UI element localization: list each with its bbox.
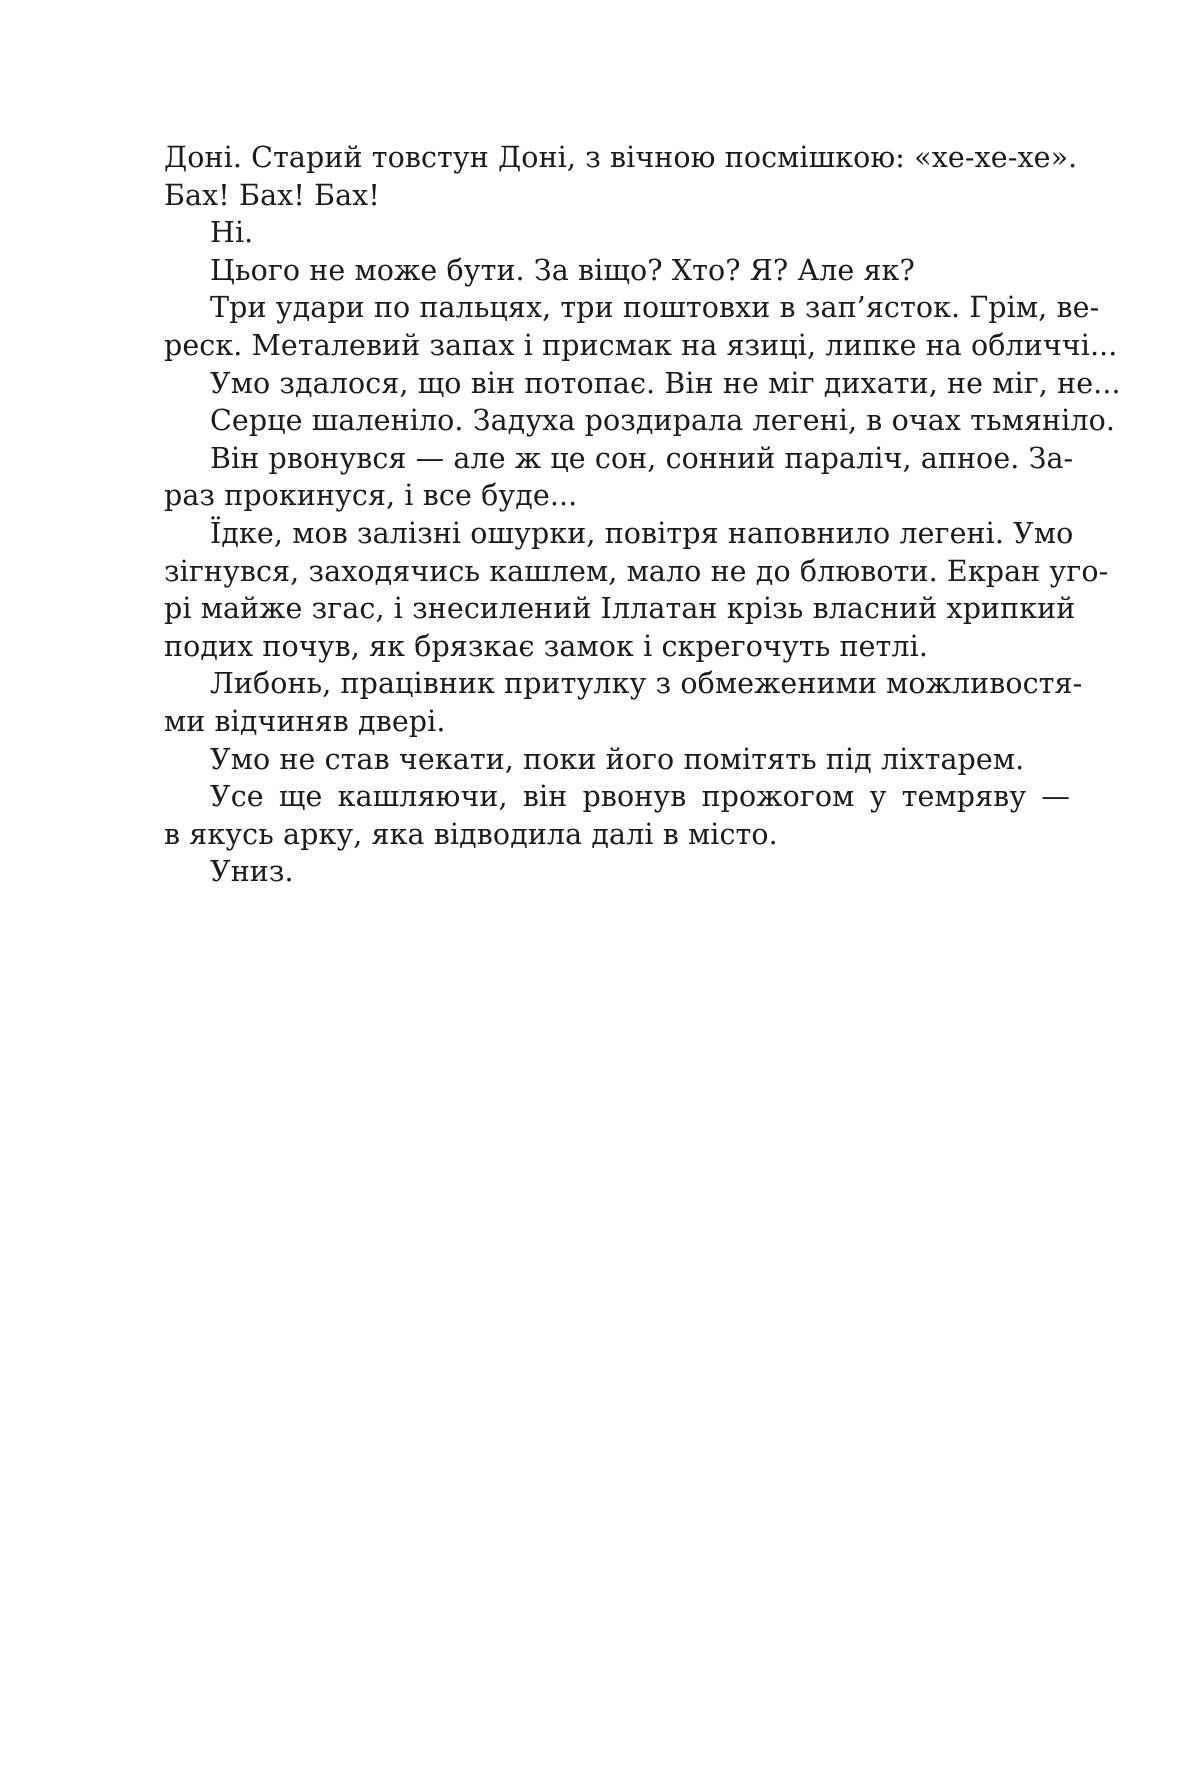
text-line: Ні. bbox=[210, 216, 254, 250]
text-line: рі майже згас, і знесилений Іллатан крізь власний хрипкий bbox=[164, 592, 1076, 626]
text-line: Усе ще кашляючи, він рвонув прожогом у темряву — bbox=[210, 780, 1070, 814]
text-line: реск. Металевий запах і присмак на язиці, липке на обличчі... bbox=[164, 328, 1118, 362]
text-line: Три удари по пальцях, три поштовхи в зап’ясток. Грім, ве- bbox=[210, 291, 1100, 325]
text-line: раз прокинуся, і все буде... bbox=[164, 479, 578, 513]
text-line: Бах! Бах! Бах! bbox=[164, 178, 380, 212]
text-line: подих почув, як брязкає замок і скрегочуть петлі. bbox=[164, 629, 929, 663]
text-line: Умо не став чекати, поки його помітять під ліхтарем. bbox=[210, 742, 1025, 776]
text-line: Доні. Старий товстун Доні, з вічною посмішкою: «хе-хе-хе». bbox=[164, 141, 1078, 174]
body-text bbox=[164, 139, 1121, 891]
text-line: Цього не може бути. За віщо? Хто? Я? Але як? bbox=[210, 253, 915, 287]
text-line: ми відчиняв двері. bbox=[164, 704, 446, 738]
text-line: Либонь, працівник притулку з обмеженими можливостя- bbox=[210, 667, 1083, 701]
text-line: Умо здалося, що він потопає. Він не міг дихати, не міг, не... bbox=[210, 366, 1121, 400]
text-line: Їдке, мов залізні ошурки, повітря наповнило легені. Умо bbox=[210, 516, 1074, 550]
text-line: в якусь арку, яка відводила далі в місто. bbox=[164, 817, 778, 851]
text-line: Він рвонувся — але ж це сон, сонний параліч, апное. За- bbox=[210, 441, 1074, 475]
text-line: Серце шаленіло. Задуха роздирала легені, в очах тьмяніло. bbox=[210, 404, 1115, 438]
text-line: Униз. bbox=[210, 855, 294, 889]
text-line: зігнувся, заходячись кашлем, мало не до блювоти. Екран уго- bbox=[164, 554, 1109, 588]
